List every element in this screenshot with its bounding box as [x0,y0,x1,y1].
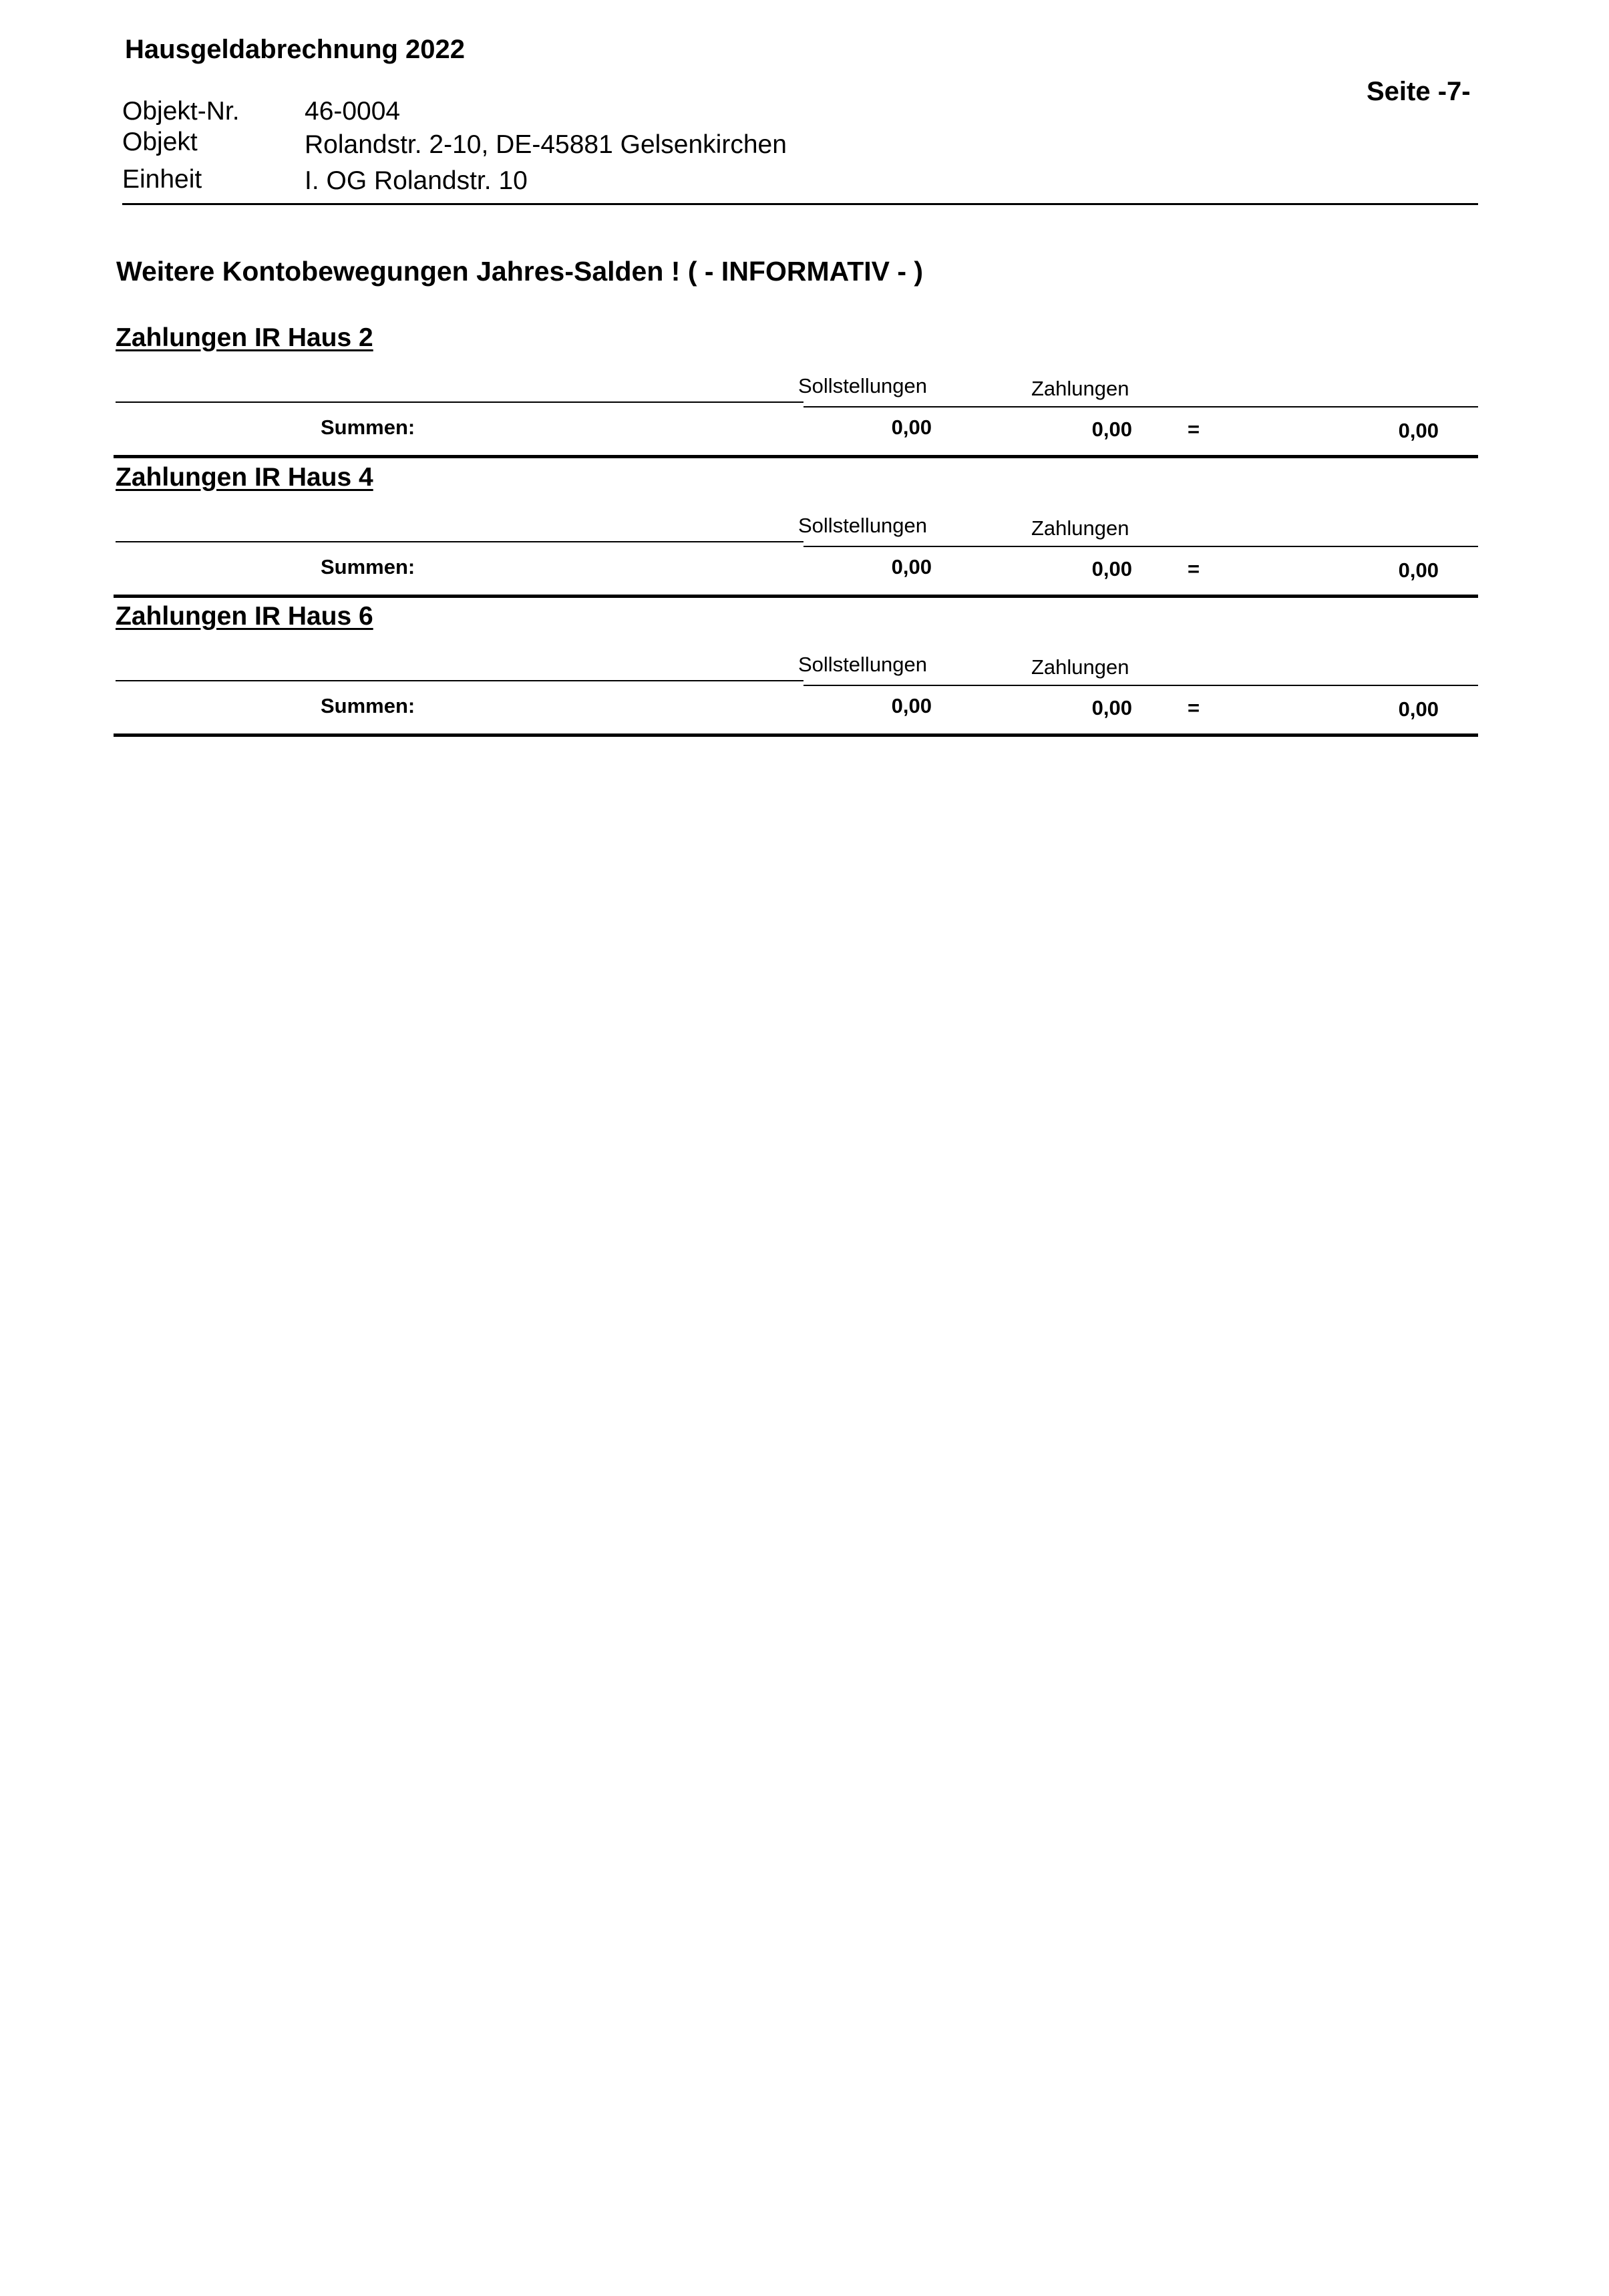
sum-zahlungen: 0,00 [1091,696,1132,719]
sum-balance: 0,00 [1398,697,1439,721]
unit-value: I. OG Rolandstr. 10 [305,166,528,195]
column-header-zahlungen: Zahlungen [1031,516,1129,540]
object-label: Objekt [122,128,198,156]
payment-group-haus-6 [0,602,1609,735]
sum-label: Summen: [321,416,415,439]
column-header-sollstellungen: Sollstellungen [798,653,928,676]
equals-sign: = [1188,418,1200,441]
sum-rule [114,595,1478,598]
sum-rule [114,455,1478,458]
header-rule-right [803,406,1478,407]
header-rule-left [116,401,803,403]
object-number-label: Objekt-Nr. [122,97,240,126]
section-heading: Weitere Kontobewegungen Jahres-Salden ! ( - INFORMATIV - ) [116,256,924,287]
page-number: Seite -7- [1367,77,1471,106]
group-title: Zahlungen IR Haus 4 [116,463,373,492]
unit-label: Einheit [122,165,202,194]
sum-label: Summen: [321,555,415,579]
column-header-sollstellungen: Sollstellungen [798,514,928,537]
header-rule-left [116,680,803,681]
payment-group-haus-4 [0,463,1609,597]
sum-balance: 0,00 [1398,558,1439,582]
sum-zahlungen: 0,00 [1091,418,1132,441]
object-number-value: 46-0004 [305,97,401,126]
sum-sollstellungen: 0,00 [891,555,932,579]
header-rule-left [116,541,803,542]
sum-rule [114,733,1478,737]
payment-group-haus-2 [0,323,1609,457]
sum-sollstellungen: 0,00 [891,694,932,717]
equals-sign: = [1188,557,1200,581]
group-title: Zahlungen IR Haus 2 [116,323,373,352]
header-rule-right [803,546,1478,547]
column-header-zahlungen: Zahlungen [1031,377,1129,400]
group-title: Zahlungen IR Haus 6 [116,602,373,631]
sum-label: Summen: [321,694,415,717]
header-rule-right [803,685,1478,686]
equals-sign: = [1188,696,1200,719]
column-header-zahlungen: Zahlungen [1031,655,1129,679]
document-title: Hausgeldabrechnung 2022 [125,35,466,64]
object-value: Rolandstr. 2-10, DE-45881 Gelsenkirchen [305,130,787,159]
sum-balance: 0,00 [1398,419,1439,442]
sum-zahlungen: 0,00 [1091,557,1132,581]
header-divider [122,203,1478,205]
sum-sollstellungen: 0,00 [891,416,932,439]
column-header-sollstellungen: Sollstellungen [798,374,928,397]
